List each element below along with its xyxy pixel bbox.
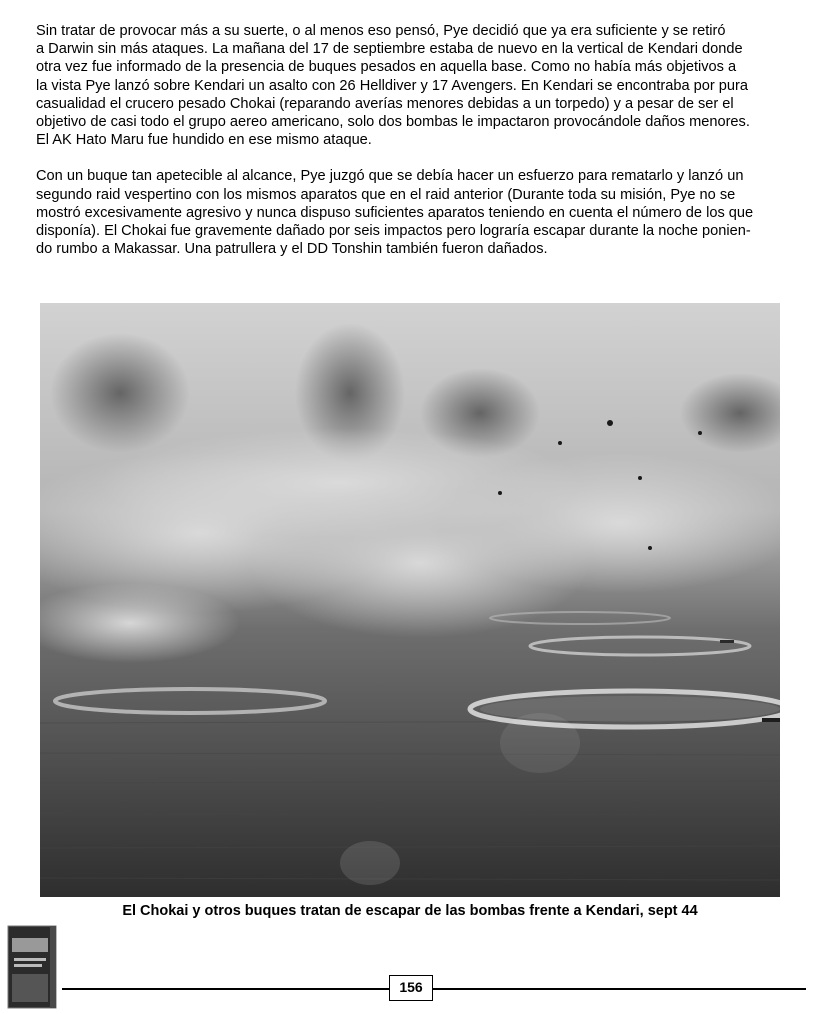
paragraph-2: [36, 167, 806, 258]
footer-rule: [62, 988, 806, 990]
text-line: otra vez fue informado de la presencia de buques pesados en aquella base. Como no había más objetivos a: [36, 59, 737, 76]
text-line: Sin tratar de provocar más a su suerte, o al menos eso pensó, Pye decidió que ya era suficiente y se retiró: [36, 23, 726, 39]
figure-caption: El Chokai y otros buques tratan de escapar de las bombas frente a Kendari, sept 44: [122, 903, 698, 919]
text-line: segundo raid vespertino con los mismos aparatos que en el raid anterior (Durante toda su misión, Pye no se: [36, 186, 736, 203]
text-line: casualidad el crucero pesado Chokai (reparando averías menores debidas a un torpedo) y a pesar de ser el: [36, 95, 734, 112]
text-line: El AK Hato Maru fue hundido en ese mismo ataque.: [36, 132, 372, 149]
text-line: disponía). El Chokai fue gravemente dañado por seis impactos pero lograría escapar durante la noche ponien-: [36, 223, 751, 240]
text-line: la vista Pye lanzó sobre Kendari un asalto con 26 Helldiver y 17 Avengers. En Kendari se encontraba por pura: [36, 77, 749, 94]
text-line: do rumbo a Makassar. Una patrullera y el DD Tonshin también fueron dañados.: [36, 241, 548, 258]
game-box-art-icon: [6, 924, 58, 1010]
paragraph-1: [36, 22, 806, 149]
aerial-photo: [40, 303, 780, 897]
article-text: [36, 22, 806, 258]
text-line: mostró excesivamente agresivo y nunca dispuso suficientes aparatos teniendo en cuenta el número de los que: [36, 204, 754, 221]
text-line: a Darwin sin más ataques. La mañana del 17 de septiembre estaba de nuevo en la vertical de Kendari donde: [36, 41, 743, 58]
text-line: Con un buque tan apetecible al alcance, Pye juzgó que se debía hacer un esfuerzo para rematarlo y lanzó un: [36, 168, 744, 185]
text-line: objetivo de casi todo el grupo aereo americano, solo dos bombas le impactaron provocándole daños menores.: [36, 114, 750, 131]
page-number: 156: [389, 975, 433, 1001]
